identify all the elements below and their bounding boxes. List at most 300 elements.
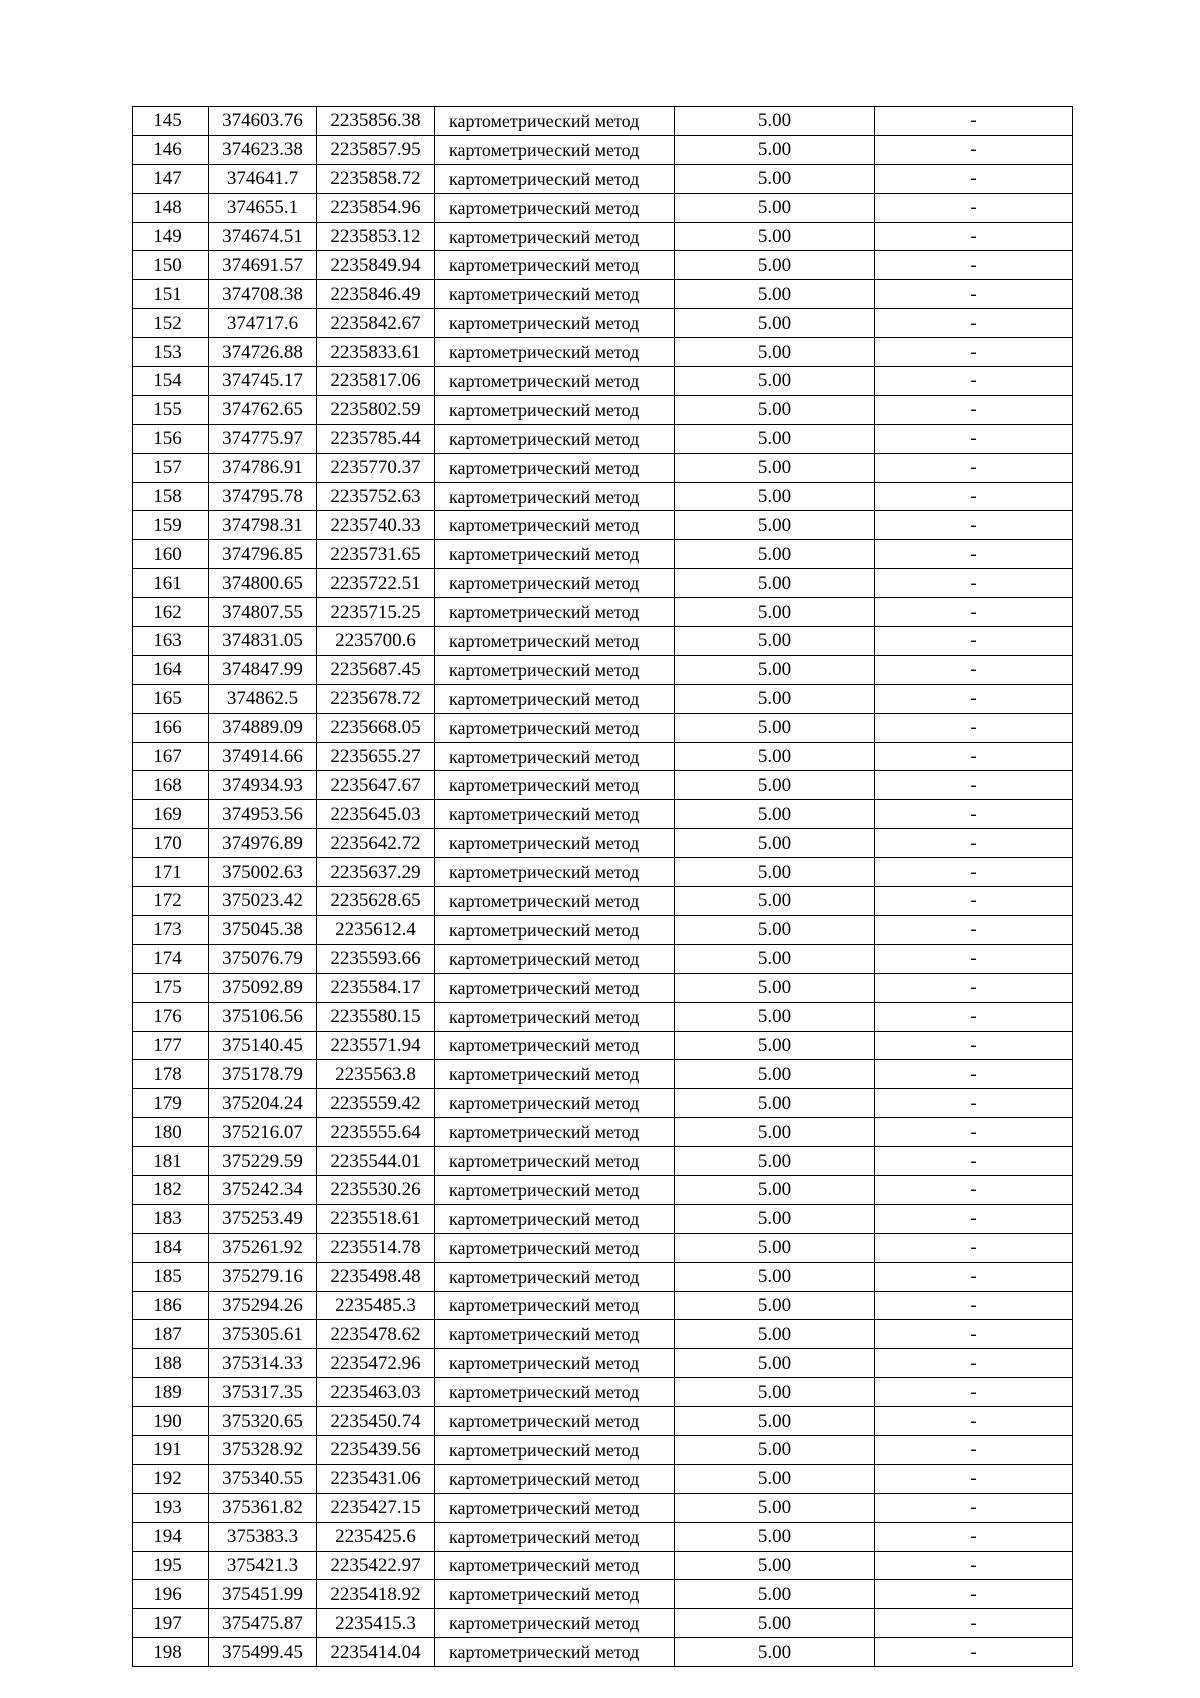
accuracy-cell: 5.00	[675, 1175, 875, 1204]
point-number-cell: 154	[133, 367, 209, 396]
x-coordinate-cell: 374745.17	[209, 367, 317, 396]
point-number-cell: 191	[133, 1435, 209, 1464]
description-cell: -	[875, 1349, 1073, 1378]
point-number-cell: 153	[133, 338, 209, 367]
table-row	[133, 1378, 1073, 1407]
point-number-cell: 192	[133, 1464, 209, 1493]
point-number-cell: 196	[133, 1580, 209, 1609]
x-coordinate-cell: 374708.38	[209, 280, 317, 309]
accuracy-cell: 5.00	[675, 251, 875, 280]
y-coordinate-cell: 2235849.94	[317, 251, 435, 280]
point-number-cell: 168	[133, 771, 209, 800]
table-row	[133, 395, 1073, 424]
table-row	[133, 107, 1073, 136]
coordinates-table	[132, 106, 1073, 1667]
point-number-cell: 155	[133, 395, 209, 424]
x-coordinate-cell: 375261.92	[209, 1233, 317, 1262]
accuracy-cell: 5.00	[675, 482, 875, 511]
accuracy-cell: 5.00	[675, 1204, 875, 1233]
table-row	[133, 338, 1073, 367]
point-number-cell: 182	[133, 1175, 209, 1204]
description-cell: -	[875, 164, 1073, 193]
method-cell: картометрический метод	[435, 1204, 675, 1233]
x-coordinate-cell: 375229.59	[209, 1147, 317, 1176]
y-coordinate-cell: 2235571.94	[317, 1031, 435, 1060]
description-cell: -	[875, 1609, 1073, 1638]
point-number-cell: 157	[133, 453, 209, 482]
accuracy-cell: 5.00	[675, 1493, 875, 1522]
description-cell: -	[875, 684, 1073, 713]
accuracy-cell: 5.00	[675, 1435, 875, 1464]
point-number-cell: 187	[133, 1320, 209, 1349]
accuracy-cell: 5.00	[675, 1378, 875, 1407]
point-number-cell: 193	[133, 1493, 209, 1522]
method-cell: картометрический метод	[435, 540, 675, 569]
accuracy-cell: 5.00	[675, 453, 875, 482]
y-coordinate-cell: 2235856.38	[317, 107, 435, 136]
x-coordinate-cell: 375279.16	[209, 1262, 317, 1291]
point-number-cell: 195	[133, 1551, 209, 1580]
y-coordinate-cell: 2235559.42	[317, 1089, 435, 1118]
method-cell: картометрический метод	[435, 1609, 675, 1638]
description-cell: -	[875, 1551, 1073, 1580]
point-number-cell: 184	[133, 1233, 209, 1262]
x-coordinate-cell: 374862.5	[209, 684, 317, 713]
table-row	[133, 887, 1073, 916]
accuracy-cell: 5.00	[675, 742, 875, 771]
method-cell: картометрический метод	[435, 655, 675, 684]
description-cell: -	[875, 1060, 1073, 1089]
x-coordinate-cell: 375023.42	[209, 887, 317, 916]
description-cell: -	[875, 1291, 1073, 1320]
y-coordinate-cell: 2235427.15	[317, 1493, 435, 1522]
table-row	[133, 1551, 1073, 1580]
method-cell: картометрический метод	[435, 1522, 675, 1551]
accuracy-cell: 5.00	[675, 1551, 875, 1580]
accuracy-cell: 5.00	[675, 1522, 875, 1551]
table-row	[133, 684, 1073, 713]
y-coordinate-cell: 2235858.72	[317, 164, 435, 193]
x-coordinate-cell: 375253.49	[209, 1204, 317, 1233]
accuracy-cell: 5.00	[675, 887, 875, 916]
table-row	[133, 944, 1073, 973]
x-coordinate-cell: 375320.65	[209, 1407, 317, 1436]
accuracy-cell: 5.00	[675, 309, 875, 338]
method-cell: картометрический метод	[435, 280, 675, 309]
method-cell: картометрический метод	[435, 424, 675, 453]
method-cell: картометрический метод	[435, 627, 675, 656]
y-coordinate-cell: 2235645.03	[317, 800, 435, 829]
point-number-cell: 197	[133, 1609, 209, 1638]
y-coordinate-cell: 2235472.96	[317, 1349, 435, 1378]
description-cell: -	[875, 1175, 1073, 1204]
description-cell: -	[875, 1031, 1073, 1060]
y-coordinate-cell: 2235785.44	[317, 424, 435, 453]
x-coordinate-cell: 374953.56	[209, 800, 317, 829]
table-row	[133, 1435, 1073, 1464]
table-row	[133, 1580, 1073, 1609]
table-row	[133, 251, 1073, 280]
x-coordinate-cell: 375076.79	[209, 944, 317, 973]
description-cell: -	[875, 453, 1073, 482]
description-cell: -	[875, 800, 1073, 829]
y-coordinate-cell: 2235722.51	[317, 569, 435, 598]
method-cell: картометрический метод	[435, 1118, 675, 1147]
description-cell: -	[875, 1233, 1073, 1262]
method-cell: картометрический метод	[435, 887, 675, 916]
method-cell: картометрический метод	[435, 309, 675, 338]
point-number-cell: 164	[133, 655, 209, 684]
table-row	[133, 193, 1073, 222]
description-cell: -	[875, 858, 1073, 887]
point-number-cell: 163	[133, 627, 209, 656]
point-number-cell: 186	[133, 1291, 209, 1320]
accuracy-cell: 5.00	[675, 1580, 875, 1609]
method-cell: картометрический метод	[435, 1435, 675, 1464]
accuracy-cell: 5.00	[675, 598, 875, 627]
y-coordinate-cell: 2235637.29	[317, 858, 435, 887]
method-cell: картометрический метод	[435, 193, 675, 222]
accuracy-cell: 5.00	[675, 858, 875, 887]
table-row	[133, 1175, 1073, 1204]
description-cell: -	[875, 887, 1073, 916]
description-cell: -	[875, 309, 1073, 338]
table-row	[133, 1349, 1073, 1378]
point-number-cell: 161	[133, 569, 209, 598]
x-coordinate-cell: 375317.35	[209, 1378, 317, 1407]
y-coordinate-cell: 2235802.59	[317, 395, 435, 424]
description-cell: -	[875, 1378, 1073, 1407]
method-cell: картометрический метод	[435, 1551, 675, 1580]
point-number-cell: 198	[133, 1638, 209, 1667]
table-row	[133, 915, 1073, 944]
y-coordinate-cell: 2235485.3	[317, 1291, 435, 1320]
method-cell: картометрический метод	[435, 1089, 675, 1118]
accuracy-cell: 5.00	[675, 1407, 875, 1436]
point-number-cell: 180	[133, 1118, 209, 1147]
description-cell: -	[875, 107, 1073, 136]
x-coordinate-cell: 375475.87	[209, 1609, 317, 1638]
table-row	[133, 1493, 1073, 1522]
table-row	[133, 1320, 1073, 1349]
accuracy-cell: 5.00	[675, 164, 875, 193]
method-cell: картометрический метод	[435, 1580, 675, 1609]
x-coordinate-cell: 374976.89	[209, 829, 317, 858]
y-coordinate-cell: 2235857.95	[317, 135, 435, 164]
accuracy-cell: 5.00	[675, 511, 875, 540]
method-cell: картометрический метод	[435, 858, 675, 887]
method-cell: картометрический метод	[435, 800, 675, 829]
accuracy-cell: 5.00	[675, 367, 875, 396]
point-number-cell: 190	[133, 1407, 209, 1436]
point-number-cell: 146	[133, 135, 209, 164]
table-row	[133, 627, 1073, 656]
y-coordinate-cell: 2235853.12	[317, 222, 435, 251]
table-row	[133, 453, 1073, 482]
method-cell: картометрический метод	[435, 1320, 675, 1349]
x-coordinate-cell: 375314.33	[209, 1349, 317, 1378]
x-coordinate-cell: 374800.65	[209, 569, 317, 598]
x-coordinate-cell: 374889.09	[209, 713, 317, 742]
method-cell: картометрический метод	[435, 135, 675, 164]
x-coordinate-cell: 374796.85	[209, 540, 317, 569]
y-coordinate-cell: 2235668.05	[317, 713, 435, 742]
accuracy-cell: 5.00	[675, 395, 875, 424]
point-number-cell: 169	[133, 800, 209, 829]
description-cell: -	[875, 135, 1073, 164]
y-coordinate-cell: 2235431.06	[317, 1464, 435, 1493]
method-cell: картометрический метод	[435, 1175, 675, 1204]
x-coordinate-cell: 375045.38	[209, 915, 317, 944]
method-cell: картометрический метод	[435, 222, 675, 251]
description-cell: -	[875, 1435, 1073, 1464]
method-cell: картометрический метод	[435, 1378, 675, 1407]
y-coordinate-cell: 2235418.92	[317, 1580, 435, 1609]
table-row	[133, 1031, 1073, 1060]
y-coordinate-cell: 2235544.01	[317, 1147, 435, 1176]
table-row	[133, 1147, 1073, 1176]
y-coordinate-cell: 2235450.74	[317, 1407, 435, 1436]
table-row	[133, 829, 1073, 858]
table-row	[133, 858, 1073, 887]
point-number-cell: 172	[133, 887, 209, 916]
y-coordinate-cell: 2235740.33	[317, 511, 435, 540]
description-cell: -	[875, 1118, 1073, 1147]
description-cell: -	[875, 713, 1073, 742]
x-coordinate-cell: 375242.34	[209, 1175, 317, 1204]
table-row	[133, 135, 1073, 164]
method-cell: картометрический метод	[435, 569, 675, 598]
description-cell: -	[875, 915, 1073, 944]
description-cell: -	[875, 193, 1073, 222]
method-cell: картометрический метод	[435, 1147, 675, 1176]
x-coordinate-cell: 375106.56	[209, 1002, 317, 1031]
y-coordinate-cell: 2235415.3	[317, 1609, 435, 1638]
y-coordinate-cell: 2235422.97	[317, 1551, 435, 1580]
method-cell: картометрический метод	[435, 771, 675, 800]
x-coordinate-cell: 375140.45	[209, 1031, 317, 1060]
method-cell: картометрический метод	[435, 453, 675, 482]
x-coordinate-cell: 374762.65	[209, 395, 317, 424]
x-coordinate-cell: 374655.1	[209, 193, 317, 222]
accuracy-cell: 5.00	[675, 713, 875, 742]
y-coordinate-cell: 2235498.48	[317, 1262, 435, 1291]
y-coordinate-cell: 2235752.63	[317, 482, 435, 511]
method-cell: картометрический метод	[435, 1407, 675, 1436]
point-number-cell: 149	[133, 222, 209, 251]
table-row	[133, 1002, 1073, 1031]
method-cell: картометрический метод	[435, 1638, 675, 1667]
y-coordinate-cell: 2235854.96	[317, 193, 435, 222]
description-cell: -	[875, 424, 1073, 453]
y-coordinate-cell: 2235518.61	[317, 1204, 435, 1233]
description-cell: -	[875, 742, 1073, 771]
accuracy-cell: 5.00	[675, 193, 875, 222]
method-cell: картометрический метод	[435, 395, 675, 424]
y-coordinate-cell: 2235770.37	[317, 453, 435, 482]
description-cell: -	[875, 540, 1073, 569]
y-coordinate-cell: 2235580.15	[317, 1002, 435, 1031]
point-number-cell: 148	[133, 193, 209, 222]
point-number-cell: 177	[133, 1031, 209, 1060]
accuracy-cell: 5.00	[675, 1233, 875, 1262]
point-number-cell: 174	[133, 944, 209, 973]
y-coordinate-cell: 2235414.04	[317, 1638, 435, 1667]
x-coordinate-cell: 374847.99	[209, 655, 317, 684]
point-number-cell: 159	[133, 511, 209, 540]
method-cell: картометрический метод	[435, 482, 675, 511]
x-coordinate-cell: 375340.55	[209, 1464, 317, 1493]
y-coordinate-cell: 2235846.49	[317, 280, 435, 309]
accuracy-cell: 5.00	[675, 1089, 875, 1118]
table-row	[133, 1464, 1073, 1493]
method-cell: картометрический метод	[435, 1002, 675, 1031]
y-coordinate-cell: 2235563.8	[317, 1060, 435, 1089]
y-coordinate-cell: 2235647.67	[317, 771, 435, 800]
accuracy-cell: 5.00	[675, 1349, 875, 1378]
y-coordinate-cell: 2235817.06	[317, 367, 435, 396]
accuracy-cell: 5.00	[675, 135, 875, 164]
table-row	[133, 511, 1073, 540]
method-cell: картометрический метод	[435, 1349, 675, 1378]
table-row	[133, 742, 1073, 771]
x-coordinate-cell: 375383.3	[209, 1522, 317, 1551]
method-cell: картометрический метод	[435, 367, 675, 396]
x-coordinate-cell: 374775.97	[209, 424, 317, 453]
description-cell: -	[875, 1522, 1073, 1551]
x-coordinate-cell: 374603.76	[209, 107, 317, 136]
y-coordinate-cell: 2235593.66	[317, 944, 435, 973]
description-cell: -	[875, 1147, 1073, 1176]
point-number-cell: 179	[133, 1089, 209, 1118]
x-coordinate-cell: 374831.05	[209, 627, 317, 656]
x-coordinate-cell: 374691.57	[209, 251, 317, 280]
accuracy-cell: 5.00	[675, 222, 875, 251]
y-coordinate-cell: 2235687.45	[317, 655, 435, 684]
y-coordinate-cell: 2235715.25	[317, 598, 435, 627]
method-cell: картометрический метод	[435, 713, 675, 742]
accuracy-cell: 5.00	[675, 771, 875, 800]
method-cell: картометрический метод	[435, 1060, 675, 1089]
x-coordinate-cell: 375204.24	[209, 1089, 317, 1118]
table-row	[133, 569, 1073, 598]
point-number-cell: 167	[133, 742, 209, 771]
table-row	[133, 482, 1073, 511]
description-cell: -	[875, 280, 1073, 309]
method-cell: картометрический метод	[435, 944, 675, 973]
table-row	[133, 1233, 1073, 1262]
accuracy-cell: 5.00	[675, 1031, 875, 1060]
table-row	[133, 1291, 1073, 1320]
x-coordinate-cell: 375451.99	[209, 1580, 317, 1609]
point-number-cell: 150	[133, 251, 209, 280]
table-row	[133, 973, 1073, 1002]
y-coordinate-cell: 2235439.56	[317, 1435, 435, 1464]
y-coordinate-cell: 2235612.4	[317, 915, 435, 944]
description-cell: -	[875, 338, 1073, 367]
point-number-cell: 156	[133, 424, 209, 453]
x-coordinate-cell: 374798.31	[209, 511, 317, 540]
accuracy-cell: 5.00	[675, 1060, 875, 1089]
table-row	[133, 1638, 1073, 1667]
table-row	[133, 713, 1073, 742]
y-coordinate-cell: 2235555.64	[317, 1118, 435, 1147]
accuracy-cell: 5.00	[675, 1291, 875, 1320]
point-number-cell: 145	[133, 107, 209, 136]
x-coordinate-cell: 375305.61	[209, 1320, 317, 1349]
description-cell: -	[875, 367, 1073, 396]
point-number-cell: 165	[133, 684, 209, 713]
point-number-cell: 152	[133, 309, 209, 338]
method-cell: картометрический метод	[435, 742, 675, 771]
point-number-cell: 176	[133, 1002, 209, 1031]
accuracy-cell: 5.00	[675, 973, 875, 1002]
method-cell: картометрический метод	[435, 684, 675, 713]
method-cell: картометрический метод	[435, 338, 675, 367]
y-coordinate-cell: 2235478.62	[317, 1320, 435, 1349]
description-cell: -	[875, 771, 1073, 800]
x-coordinate-cell: 374726.88	[209, 338, 317, 367]
x-coordinate-cell: 375178.79	[209, 1060, 317, 1089]
table-row	[133, 367, 1073, 396]
description-cell: -	[875, 655, 1073, 684]
accuracy-cell: 5.00	[675, 1118, 875, 1147]
coordinates-table-body	[133, 107, 1073, 1667]
description-cell: -	[875, 1089, 1073, 1118]
accuracy-cell: 5.00	[675, 107, 875, 136]
point-number-cell: 183	[133, 1204, 209, 1233]
x-coordinate-cell: 374623.38	[209, 135, 317, 164]
y-coordinate-cell: 2235530.26	[317, 1175, 435, 1204]
table-row	[133, 164, 1073, 193]
point-number-cell: 189	[133, 1378, 209, 1407]
table-row	[133, 280, 1073, 309]
table-row	[133, 309, 1073, 338]
point-number-cell: 181	[133, 1147, 209, 1176]
description-cell: -	[875, 251, 1073, 280]
accuracy-cell: 5.00	[675, 944, 875, 973]
method-cell: картометрический метод	[435, 1493, 675, 1522]
table-row	[133, 1522, 1073, 1551]
y-coordinate-cell: 2235833.61	[317, 338, 435, 367]
table-row	[133, 655, 1073, 684]
table-row	[133, 1262, 1073, 1291]
y-coordinate-cell: 2235655.27	[317, 742, 435, 771]
accuracy-cell: 5.00	[675, 424, 875, 453]
method-cell: картометрический метод	[435, 511, 675, 540]
x-coordinate-cell: 375328.92	[209, 1435, 317, 1464]
table-row	[133, 771, 1073, 800]
point-number-cell: 162	[133, 598, 209, 627]
point-number-cell: 151	[133, 280, 209, 309]
method-cell: картометрический метод	[435, 1262, 675, 1291]
point-number-cell: 185	[133, 1262, 209, 1291]
method-cell: картометрический метод	[435, 1464, 675, 1493]
description-cell: -	[875, 1262, 1073, 1291]
table-row	[133, 1609, 1073, 1638]
accuracy-cell: 5.00	[675, 1464, 875, 1493]
accuracy-cell: 5.00	[675, 569, 875, 598]
point-number-cell: 175	[133, 973, 209, 1002]
table-row	[133, 800, 1073, 829]
description-cell: -	[875, 627, 1073, 656]
y-coordinate-cell: 2235700.6	[317, 627, 435, 656]
x-coordinate-cell: 374807.55	[209, 598, 317, 627]
table-row	[133, 424, 1073, 453]
description-cell: -	[875, 1493, 1073, 1522]
y-coordinate-cell: 2235584.17	[317, 973, 435, 1002]
x-coordinate-cell: 374914.66	[209, 742, 317, 771]
